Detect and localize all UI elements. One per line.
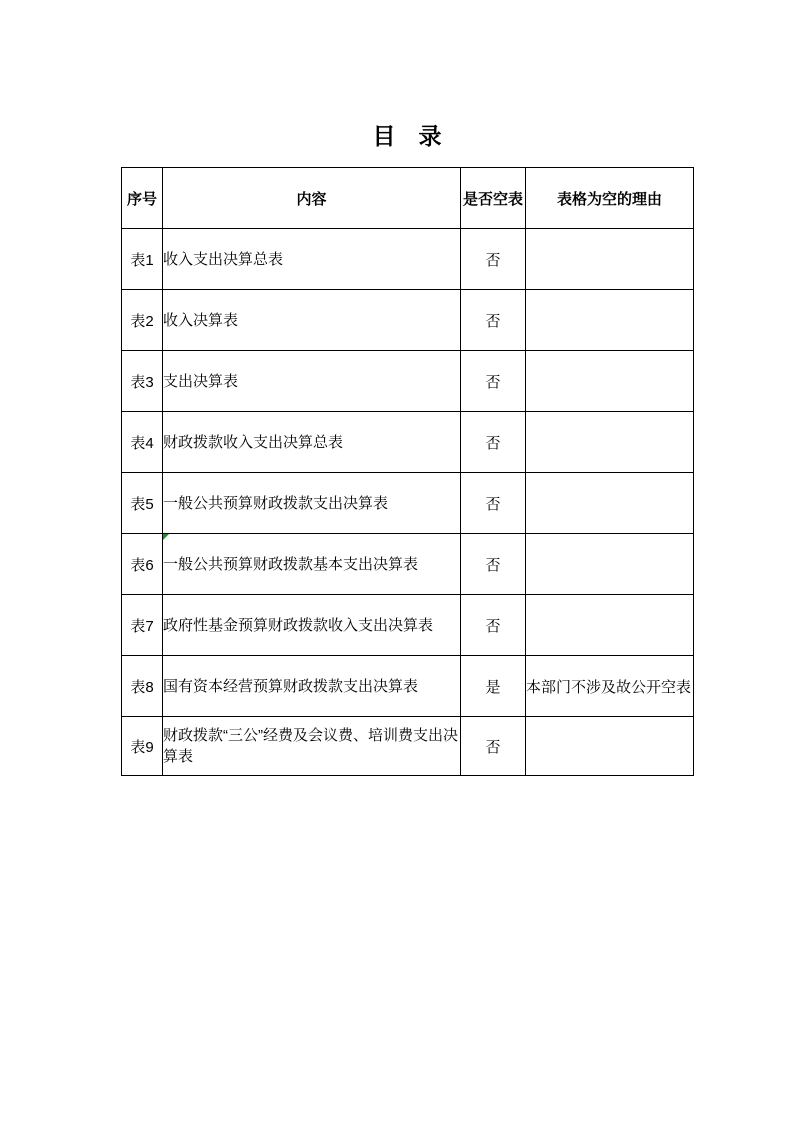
header-cell-content: 内容 [163, 168, 461, 229]
table-row [122, 656, 694, 717]
row-id-cell: 表1 [122, 229, 163, 290]
row-id-cell: 表9 [122, 717, 163, 776]
row-content-cell [163, 534, 461, 595]
table-row [122, 290, 694, 351]
row-reason-cell: 本部门不涉及故公开空表 [526, 656, 694, 717]
row-content-cell: 国有资本经营预算财政拨款支出决算表 [163, 656, 461, 717]
row-is-empty-cell: 否 [461, 290, 526, 351]
row-is-empty-cell: 否 [461, 534, 526, 595]
row-reason-cell [526, 534, 694, 595]
header-cell-seq: 序号 [122, 168, 163, 229]
row-is-empty-cell: 否 [461, 595, 526, 656]
row-id-cell: 表4 [122, 412, 163, 473]
row-content-cell: 政府性基金预算财政拨款收入支出决算表 [163, 595, 461, 656]
row-is-empty-cell: 是 [461, 656, 526, 717]
row-is-empty-cell: 否 [461, 229, 526, 290]
row-reason-cell [526, 290, 694, 351]
table-row [122, 412, 694, 473]
row-id-cell: 表3 [122, 351, 163, 412]
row-reason-cell [526, 351, 694, 412]
row-content-cell: 财政拨款“三公”经费及会议费、培训费支出决算表 [163, 717, 461, 776]
row-content-cell: 收入支出决算总表 [163, 229, 461, 290]
row-content-cell: 支出决算表 [163, 351, 461, 412]
row-id-cell: 表2 [122, 290, 163, 351]
header-cell-is-empty: 是否空表 [461, 168, 526, 229]
table-row [122, 473, 694, 534]
table-header-row [122, 168, 694, 229]
row-content-cell: 一般公共预算财政拨款支出决算表 [163, 473, 461, 534]
table-row [122, 595, 694, 656]
cell-comment-marker-icon [163, 534, 169, 540]
row-id-cell: 表8 [122, 656, 163, 717]
row-is-empty-cell: 否 [461, 473, 526, 534]
row-content-cell: 财政拨款收入支出决算总表 [163, 412, 461, 473]
table-row [122, 717, 694, 776]
row-reason-cell [526, 595, 694, 656]
row-is-empty-cell: 否 [461, 717, 526, 776]
row-reason-cell [526, 717, 694, 776]
row-reason-cell [526, 229, 694, 290]
header-cell-reason: 表格为空的理由 [526, 168, 694, 229]
page-title: 目 录 [372, 123, 442, 149]
toc-table [121, 167, 694, 776]
row-content-cell: 收入决算表 [163, 290, 461, 351]
row-id-cell: 表5 [122, 473, 163, 534]
row-reason-cell [526, 412, 694, 473]
row-reason-cell [526, 473, 694, 534]
table-row [122, 229, 694, 290]
table-row [122, 534, 694, 595]
row-is-empty-cell: 否 [461, 351, 526, 412]
row-is-empty-cell: 否 [461, 412, 526, 473]
row-content-text: 一般公共预算财政拨款基本支出决算表 [163, 555, 419, 573]
row-id-cell: 表7 [122, 595, 163, 656]
table-row [122, 351, 694, 412]
row-id-cell: 表6 [122, 534, 163, 595]
